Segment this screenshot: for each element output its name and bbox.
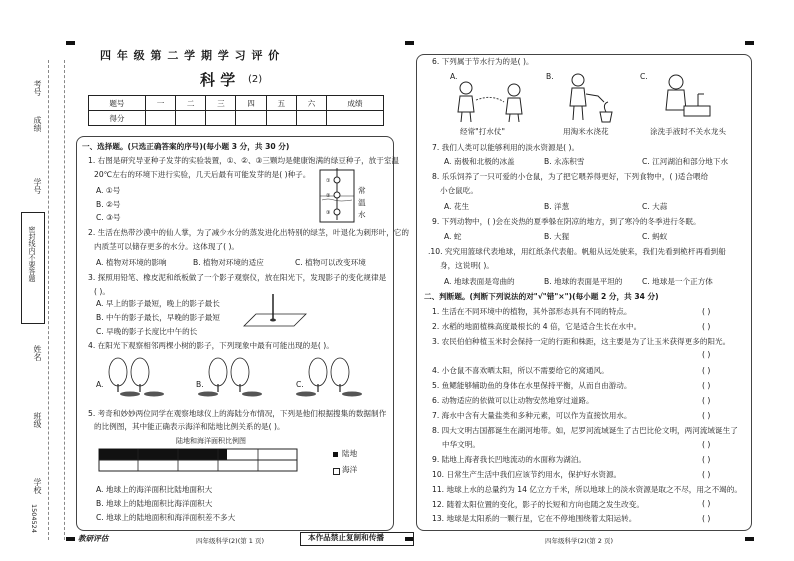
subject-number: (2) — [248, 74, 263, 85]
legend-land: 陆地 — [342, 449, 358, 458]
judge-answer-bracket[interactable]: ( ) — [702, 350, 711, 359]
q8-opt-a[interactable]: A. 花生 — [444, 202, 470, 211]
score-header: 一 — [145, 96, 175, 111]
q3-opt-b[interactable]: B. 中午的影子最长，早晚的影子最短 — [96, 313, 220, 322]
judge-answer-bracket[interactable]: ( ) — [702, 440, 711, 449]
q5-line1: 5. 考奇和妙妙两位同学在观察地球仪上的海陆分布情况，下列是他们根据搜集的数据制作 — [88, 409, 387, 418]
q10-opt-c[interactable]: C. 地球是一个正方体 — [642, 277, 713, 286]
q1-opt-b[interactable]: B. ②号 — [96, 200, 121, 209]
q6-handwashing-illustration — [654, 72, 714, 124]
q1-fig-label: 常 — [358, 186, 366, 195]
score-cell[interactable] — [296, 111, 326, 126]
q5-ratio-bar — [98, 448, 298, 472]
q5-opt-a[interactable]: A. 地球上的海洋面积比陆地面积大 — [96, 485, 213, 494]
score-cell[interactable] — [327, 111, 384, 126]
judge-answer-bracket[interactable]: ( ) — [702, 411, 711, 420]
q3-line1: 3. 探照用铅笔、橡皮泥和纸板做了一个影子观察仪，放在阳光下，发现影子的变化规律是 — [88, 273, 387, 282]
copyright-notice: 本作品禁止复制和传播 — [308, 533, 384, 542]
q9-text: 9. 下列动物中，( )会在炎热的夏季躲在阴凉的地方，到了寒冷的冬季进行冬眠。 — [432, 217, 701, 226]
score-header: 五 — [266, 96, 296, 111]
q6-caption-a: 经常"打水仗" — [460, 127, 505, 136]
footer-page2: 四年级科学(2)(第 2 页) — [545, 537, 614, 545]
score-header: 成绩 — [327, 96, 384, 111]
label-name: 姓名 — [33, 345, 42, 361]
judge-item-cont: 中华文明。 — [442, 440, 480, 449]
judge-item: 6. 动物适应的依做可以让动物安然地穿过道路。 — [432, 396, 594, 405]
q7-opt-c[interactable]: C. 江河湖泊和部分地下水 — [642, 157, 729, 166]
score-cell[interactable] — [176, 111, 206, 126]
score-cell[interactable] — [145, 111, 175, 126]
q6-caption-c: 涂洗手液时不关水龙头 — [650, 127, 726, 136]
registration-mark — [66, 41, 75, 45]
q7-opt-a[interactable]: A. 南极和北极的冰盖 — [444, 157, 515, 166]
seal-text: 密封线内不要答题 — [28, 226, 36, 282]
q7-text: 7. 我们人类可以能够利用的淡水资源是( )。 — [432, 143, 580, 152]
q6-water-fight-illustration — [452, 78, 532, 124]
q6-opt-b[interactable]: B. — [546, 72, 554, 81]
q2-line2: 内质茎可以储存更多的水分。这体现了( )。 — [94, 242, 240, 251]
q10-opt-b[interactable]: B. 地球的表面是平坦的 — [544, 277, 623, 286]
q3-opt-a[interactable]: A. 早上的影子最短，晚上的影子最长 — [96, 299, 220, 308]
registration-mark — [405, 41, 414, 45]
page-title: 四 年 级 第 二 学 期 学 习 评 价 — [100, 49, 281, 62]
judge-item: 12. 随着太阳位置的变化，影子的长短和方向也随之发生改变。 — [432, 500, 644, 509]
seal-line — [48, 60, 49, 540]
legend-ocean-swatch — [333, 468, 340, 475]
seal-line — [64, 60, 65, 540]
registration-mark — [745, 41, 754, 45]
judge-item: 1. 生活在不同环境中的植物，其外部形态具有不同的特点。 — [432, 307, 632, 316]
q1-line1: 1. 右图是研究导亚种子发芽的实验装置，①、②、③三颗均是健康饱满的绿豆种子，放于室温 — [88, 156, 400, 165]
doc-code: 1504524 — [30, 504, 38, 533]
score-table — [88, 95, 384, 126]
q5-opt-b[interactable]: B. 地球上的陆地面积比海洋面积大 — [96, 499, 213, 508]
q6-opt-c[interactable]: C. — [640, 72, 648, 81]
label-school: 学校 — [33, 478, 42, 494]
q4-opt-b[interactable]: B. — [196, 380, 204, 389]
judge-item: 5. 鱼鳃能够辅助鱼的身体在水里保持平衡，从而自由游动。 — [432, 381, 632, 390]
q1-line2: 20℃左右的环境下进行实验，几天后最有可能发芽的是( )种子。 — [94, 170, 311, 179]
q4-text: 4. 在阳光下观察相邻两棵小树的影子，下列现象中最有可能出现的是( )。 — [88, 341, 334, 350]
judge-answer-bracket[interactable]: ( ) — [702, 455, 711, 464]
q6-opt-a[interactable]: A. — [450, 72, 458, 81]
subject-title: 科 学 — [200, 71, 236, 89]
score-header: 六 — [296, 96, 326, 111]
judge-item: 4. 小仓鼠不喜欢晒太阳，所以不需要给它的窝通风。 — [432, 366, 609, 375]
score-header: 二 — [176, 96, 206, 111]
q1-fig-label: 水 — [358, 210, 366, 219]
q2-opt-a[interactable]: A. 植物对环境的影响 — [96, 258, 167, 267]
judge-answer-bracket[interactable]: ( ) — [702, 322, 711, 331]
q7-opt-b[interactable]: B. 永冻积雪 — [544, 157, 585, 166]
q9-opt-c[interactable]: C. 蚂蚁 — [642, 232, 668, 241]
label-grade: 成绩 — [33, 116, 42, 132]
label-student-no: 学号 — [33, 178, 42, 194]
q8-opt-b[interactable]: B. 洋葱 — [544, 202, 570, 211]
q5-line2: 的比例图，其中能正确表示海洋和陆地比例关系的是( )。 — [94, 422, 285, 431]
score-cell[interactable] — [206, 111, 236, 126]
legend-ocean: 海洋 — [342, 465, 358, 474]
judge-answer-bracket[interactable]: ( ) — [702, 307, 711, 316]
footer-left-brand: 教研评估 — [78, 534, 109, 543]
judge-answer-bracket[interactable]: ( ) — [702, 381, 711, 390]
q3-opt-c[interactable]: C. 早晚的影子长度比中午的长 — [96, 327, 198, 336]
score-header: 四 — [236, 96, 266, 111]
q9-opt-a[interactable]: A. 蛇 — [444, 232, 462, 241]
judge-answer-bracket[interactable]: ( ) — [702, 366, 711, 375]
q4-opt-c[interactable]: C. — [296, 380, 304, 389]
q2-line1: 2. 生活在热带沙漠中的仙人掌，为了减少水分的蒸发进化出特别的绿茎，叶退化为刺形叶，它的 — [88, 228, 409, 237]
judge-answer-bracket[interactable]: ( ) — [702, 514, 711, 523]
judge-answer-bracket[interactable]: ( ) — [702, 396, 711, 405]
q1-opt-c[interactable]: C. ③号 — [96, 213, 121, 222]
q8-opt-c[interactable]: C. 大蒜 — [642, 202, 668, 211]
score-header: 题号 — [89, 96, 146, 111]
judge-item: 9. 陆地上海者我长凹地流动的水面称为湖泊。 — [432, 455, 586, 464]
q1-germination-figure — [318, 168, 378, 226]
q4-trees-figure — [96, 354, 386, 400]
q9-opt-b[interactable]: B. 大猩 — [544, 232, 570, 241]
q8-line2: 小仓鼠吃。 — [440, 186, 478, 195]
judge-item: 13. 地球是太阳系的一颗行星，它在不停地围绕着太阳运转。 — [432, 514, 637, 523]
q5-opt-c[interactable]: C. 地球上的陆地面积和海洋面积差不多大 — [96, 513, 236, 522]
q5-chart-title: 陆地和海洋面积比例图 — [176, 437, 246, 445]
q6-text: 6. 下列属于节水行为的是( )。 — [432, 57, 534, 66]
q2-opt-c[interactable]: C. 植物可以改变环境 — [295, 258, 366, 267]
section2-heading: 二、判断题。(判断下列说法的对"√"错"×")(每小题 2 分，共 34 分) — [424, 292, 659, 301]
registration-mark — [745, 537, 754, 541]
judge-answer-bracket[interactable]: ( ) — [702, 499, 711, 508]
q8-line1: 8. 乐乐饲养了一只可爱的小仓鼠，为了把它喂养得更好，下列食物中，( )适合喂给 — [432, 172, 709, 181]
judge-item: 2. 水稻的地面植株高度最根长的 4 倍，它是适合生长在水中。 — [432, 322, 642, 331]
q10-line2: 身，这说明( )。 — [440, 261, 494, 270]
score-cell[interactable] — [236, 111, 266, 126]
q10-line1: .10. 究究用篮球代表地球，用红纸条代表船。帆船从远处驶来，我们先看到桅杆再看到船 — [428, 247, 726, 256]
score-cell[interactable] — [266, 111, 296, 126]
svg-text:②: ② — [326, 193, 331, 199]
legend-land-swatch — [333, 452, 338, 457]
judge-item: 10. 日常生产生活中我们应该节约用水，保护好水资源。 — [432, 470, 622, 479]
q2-opt-b[interactable]: B. 植物对环境的适应 — [193, 258, 264, 267]
q10-opt-a[interactable]: A. 地球表面是弯曲的 — [444, 277, 515, 286]
q1-opt-a[interactable]: A. ①号 — [96, 186, 121, 195]
registration-mark — [66, 537, 75, 541]
q1-fig-label: 温 — [358, 198, 366, 207]
label-exam-no: 考号 — [33, 80, 42, 96]
judge-item: 3. 农民伯伯种植玉米时会保持一定的行距和株距，这主要是为了让玉米获得更多的阳光。 — [432, 337, 731, 346]
q4-opt-a[interactable]: A. — [96, 380, 104, 389]
q3-shadow-device-figure — [238, 290, 308, 334]
judge-item: 7. 海水中含有大量盐类和多种元素，可以作为直接饮用水。 — [432, 411, 632, 420]
label-class: 班级 — [33, 412, 42, 428]
q6-watering-illustration — [560, 72, 620, 124]
judge-item: 11. 地球上水的总量约为 14 亿立方千米，所以地球上的淡水资源是取之不尽，用之不竭的。 — [432, 485, 742, 494]
svg-text:③: ③ — [326, 210, 331, 216]
svg-text:①: ① — [326, 178, 331, 184]
judge-answer-bracket[interactable]: ( ) — [702, 470, 711, 479]
section1-heading: 一、选择题。(只选正确答案的序号)(每小题 3 分，共 30 分) — [82, 142, 290, 151]
judge-item: 8. 四大文明古国都诞生在湖河地带。如，尼罗河流域诞生了古巴比伦文明，两河流域诞生了 — [432, 426, 738, 435]
footer-page1: 四年级科学(2)(第 1 页) — [196, 537, 265, 545]
score-header: 三 — [206, 96, 236, 111]
q6-caption-b: 用淘米水浇花 — [563, 127, 609, 136]
q3-line2: ( )。 — [94, 287, 110, 296]
score-label: 得分 — [89, 111, 146, 126]
